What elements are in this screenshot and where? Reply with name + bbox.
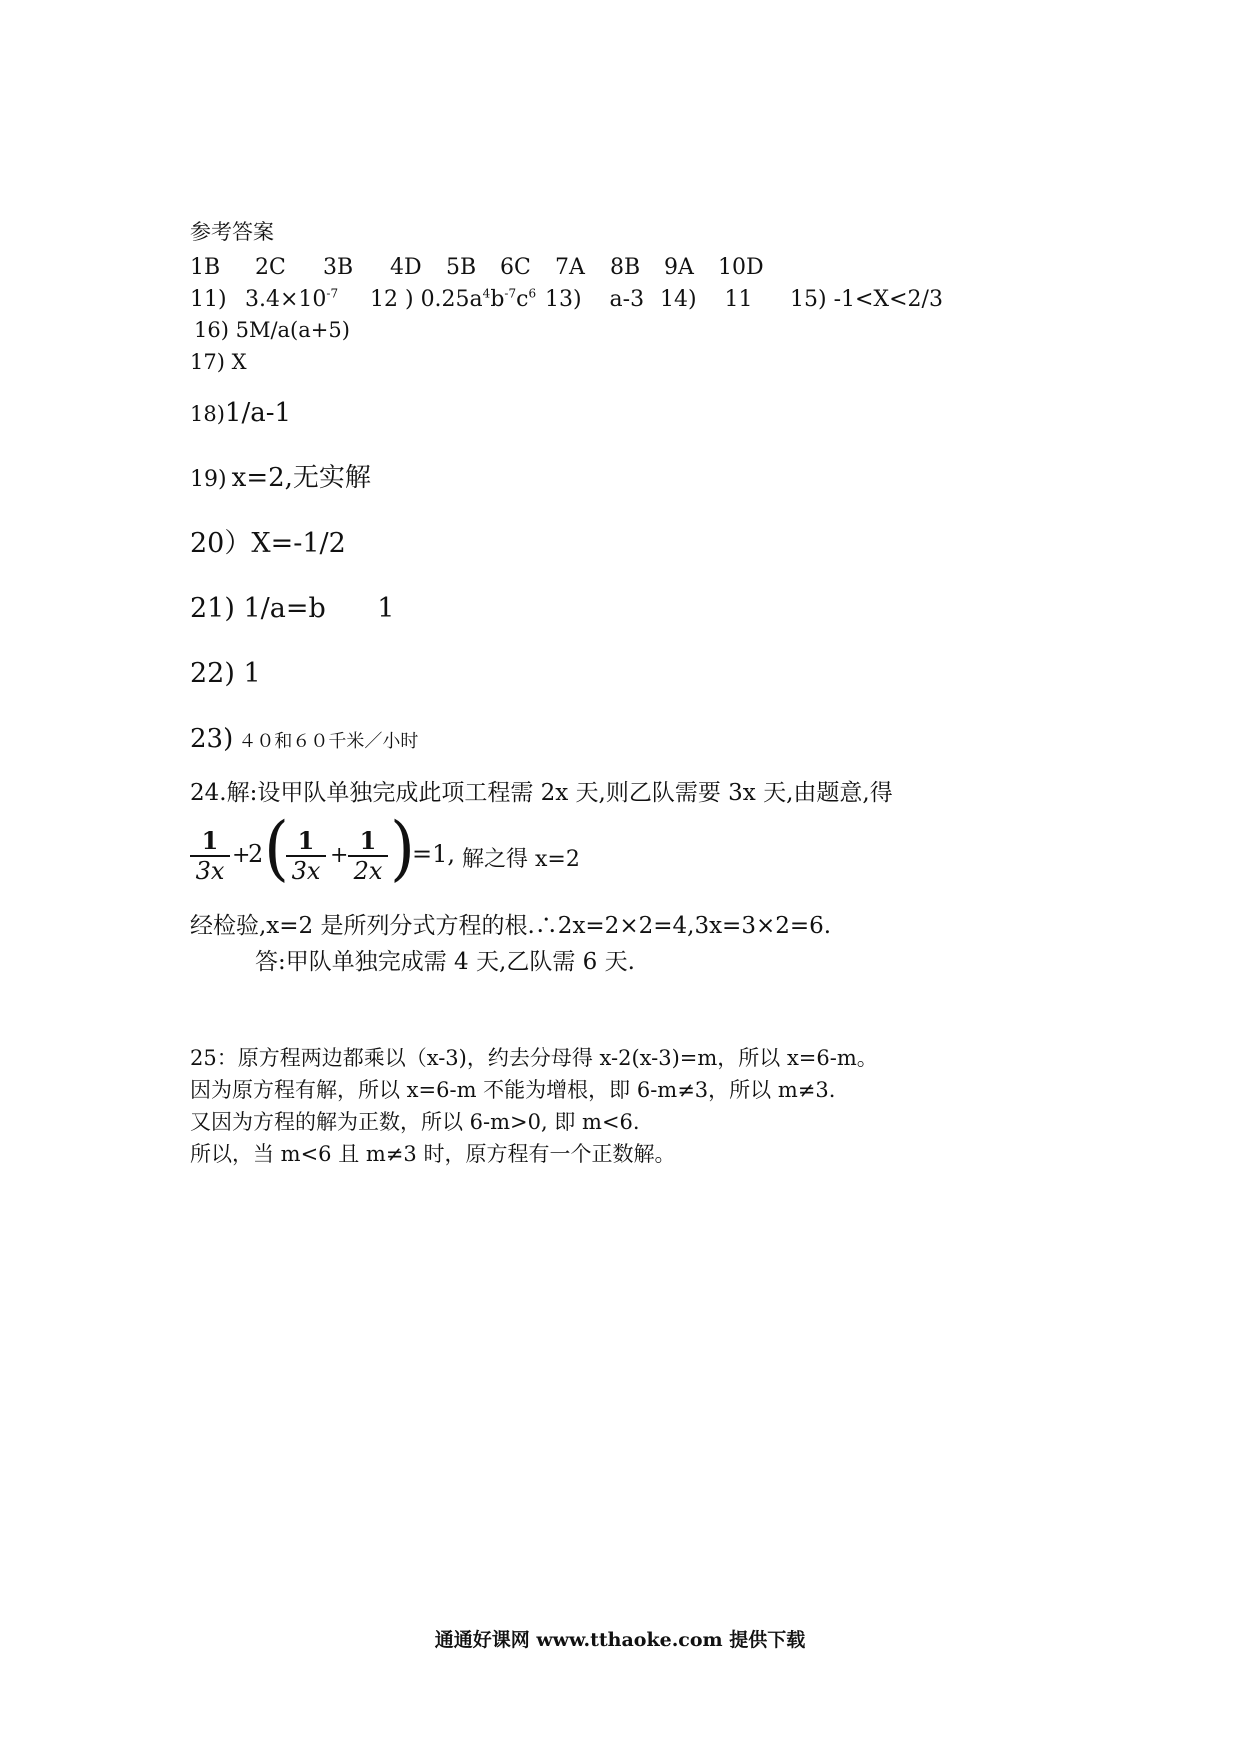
answer-25-line-4: 所以，当 m<6 且 m≠3 时，原方程有一个正数解。	[190, 1142, 676, 1166]
answer-19-value: x=2,无实解	[231, 463, 371, 493]
choice-answer-3: 3B	[323, 255, 354, 280]
answer-23-value: ４０和６０千米／小时	[238, 731, 419, 752]
plus-sign: +	[232, 843, 251, 868]
choice-answer-5: 5B	[446, 255, 477, 280]
choice-answer-4: 4D	[390, 255, 422, 280]
fraction-1-denominator: 3x	[195, 857, 225, 885]
answer-25-line-1: 25：原方程两边都乘以（x-3)，约去分母得 x-2(x-3)=m，所以 x=6-m。	[190, 1046, 878, 1070]
plus-sign: +	[330, 843, 349, 868]
answer-11-mantissa: 3.4×10	[245, 287, 327, 312]
choice-answer-7: 7A	[555, 255, 585, 280]
answer-25-line-2: 因为原方程有解，所以 x=6-m 不能为增根，即 6-m≠3，所以 m≠3.	[190, 1078, 836, 1102]
answer-23	[190, 726, 418, 752]
answer-24-final: 答:甲队单独完成需 4 天,乙队需 6 天.	[255, 949, 635, 975]
answer-24-setup: 24.解:设甲队单独完成此项工程需 2x 天,则乙队需要 3x 天,由题意,得	[190, 780, 893, 806]
answer-12-c-exponent: 6	[528, 286, 537, 301]
equation-rhs: =1,	[412, 840, 456, 868]
answer-18-value: 1/a-1	[224, 398, 292, 428]
answer-24-check: 经检验,x=2 是所列分式方程的根.∴2x=2×2=4,3x=3×2=6.	[190, 913, 832, 939]
fraction-2-denominator: 3x	[291, 857, 321, 885]
answer-18-label: 18)	[190, 402, 225, 426]
answer-12-b: b	[490, 287, 505, 312]
heading: 参考答案	[190, 220, 274, 244]
answer-11-exponent: -7	[326, 286, 339, 301]
choice-answer-8: 8B	[610, 255, 641, 280]
answer-12-a-exponent: 4	[482, 286, 491, 301]
answer-13: 13) a-3	[545, 287, 645, 312]
fraction-1-over-3x	[190, 826, 230, 885]
answer-17: 17) X	[190, 350, 247, 374]
fraction-3-numerator: 1	[359, 826, 377, 855]
answer-25-line-3: 又因为方程的解为正数，所以 6-m>0, 即 m<6.	[190, 1110, 640, 1134]
right-parenthesis: )	[390, 808, 415, 890]
answer-11-label: 11)	[190, 287, 227, 312]
choice-answer-10: 10D	[718, 255, 764, 280]
coefficient: 2	[248, 840, 264, 868]
answer-14: 14) 11	[660, 287, 753, 312]
answer-22: 22) 1	[190, 658, 261, 689]
answer-16: 16) 5M/a(a+5)	[194, 318, 350, 342]
answer-11-value	[245, 287, 338, 312]
fraction-3-denominator: 2x	[353, 857, 383, 885]
answer-21: 21) 1/a=b 1	[190, 593, 395, 624]
fraction-2-over-3x	[286, 826, 326, 885]
fraction-3-over-2x	[348, 826, 388, 885]
answer-15: 15) -1<X<2/3	[790, 287, 943, 312]
answer-20: 20）X=-1/2	[190, 528, 346, 559]
fraction-2-numerator: 1	[297, 826, 315, 855]
answer-19	[190, 465, 371, 491]
solution-text: 解之得 x=2	[462, 847, 580, 872]
answer-23-label: 23)	[190, 724, 234, 754]
choice-answer-9: 9A	[664, 255, 694, 280]
footer-download-notice: 通通好课网 www.tthaoke.com 提供下载	[434, 1629, 806, 1651]
answer-19-label: 19)	[190, 467, 227, 492]
answer-18	[190, 400, 291, 426]
left-parenthesis: (	[264, 808, 289, 890]
choice-answer-2: 2C	[255, 255, 286, 280]
fraction-1-numerator: 1	[201, 826, 219, 855]
answer-12	[370, 287, 536, 312]
answer-12-b-exponent: -7	[504, 286, 517, 301]
answer-12-c: c	[516, 287, 529, 312]
choice-answer-6: 6C	[500, 255, 531, 280]
choice-answer-1: 1B	[190, 255, 221, 280]
answer-12-label: 12 ) 0.25a	[370, 287, 483, 312]
